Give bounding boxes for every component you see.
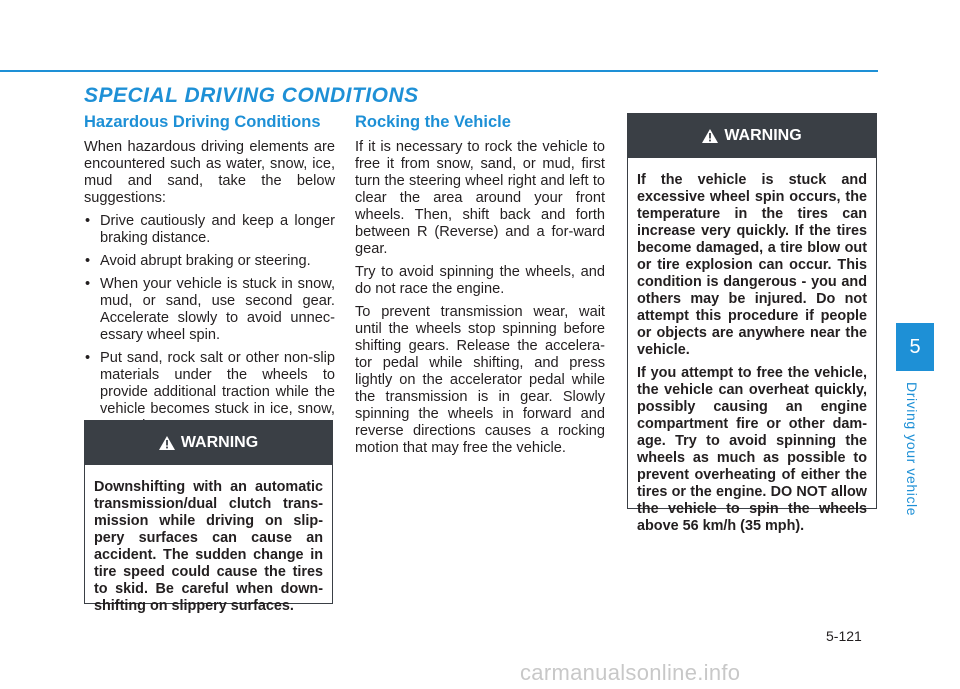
rocking-paragraph: To prevent transmission wear, wait until the wheels stop spinning before shifting gears. Release the accelera-tor pedal while shifting, and press lightly on the accelerator pedal while the transmission is in gear. Slowly spinning the wheels in forward and reverse directions causes a rocking motion that may free the vehicle. bbox=[355, 304, 605, 456]
rocking-paragraph: Try to avoid spinning the wheels, and do not race the engine. bbox=[355, 264, 605, 297]
warning-body bbox=[85, 465, 332, 615]
hazardous-heading: Hazardous Driving Conditions bbox=[84, 113, 321, 131]
warning-box-right bbox=[627, 113, 877, 534]
hazardous-section bbox=[84, 112, 335, 441]
rocking-heading: Rocking the Vehicle bbox=[355, 113, 511, 131]
warning-title: WARNING bbox=[724, 127, 802, 144]
chapter-tab: 5 bbox=[896, 323, 934, 371]
rocking-section bbox=[355, 112, 605, 463]
warning-box-left bbox=[84, 420, 333, 614]
list-item: • Put sand, rock salt or other non-slip materials under the wheels to provide additional traction while the vehicle becomes stuck in ice, snow, bbox=[84, 350, 335, 435]
list-item: • Drive cautiously and keep a longer braking distance. bbox=[84, 213, 335, 247]
warning-title: WARNING bbox=[180, 434, 259, 451]
list-item: • When your vehicle is stuck in snow, mud, or sand, use second gear. Accelerate slowly to avoid unnec-essary wheel spin. bbox=[84, 276, 335, 344]
page-number: 5-121 bbox=[826, 628, 862, 644]
top-rule bbox=[0, 70, 878, 72]
section-title: SPECIAL DRIVING CONDITIONS bbox=[84, 84, 419, 107]
warning-triangle-icon bbox=[159, 436, 175, 450]
warning-header bbox=[628, 114, 876, 158]
warning-text: If you attempt to free the vehicle, the vehicle can overheat quickly, possibly causing an engine compartment fire or other dam-age. Try to avoid spinning the wheels as much as possible to prevent overheating of either the tires or the engine. DO NOT allow the vehicle to spin the wheels above 56 km/h (35 mph). bbox=[637, 365, 867, 534]
watermark: carmanualsonline.info bbox=[520, 660, 741, 685]
warning-body bbox=[628, 158, 876, 535]
warning-text: If the vehicle is stuck and excessive wheel spin occurs, the temperature in the tires can increase very quickly. If the tires become damaged, a tire blow out or tire explosion can occur. This condition is dangerous - you and others may be injured. Do not attempt this procedure if people or objects are anywhere near the vehicle. bbox=[637, 172, 867, 358]
hazardous-list bbox=[84, 213, 335, 435]
list-item: • Avoid abrupt braking or steering. bbox=[84, 253, 335, 270]
hazardous-intro: When hazardous driving elements are encountered such as water, snow, ice, mud and sand, take the below suggestions: bbox=[84, 139, 335, 206]
warning-triangle-icon bbox=[702, 129, 718, 143]
warning-header bbox=[85, 421, 332, 465]
chapter-label: Driving your vehicle bbox=[904, 382, 920, 517]
rocking-paragraph: If it is necessary to rock the vehicle to free it from snow, sand, or mud, first turn the steering wheel right and left to clear the area around your front wheels. Then, shift back and forth between R (Reverse) and a for-ward gear. bbox=[355, 139, 605, 257]
warning-text: Downshifting with an automatic transmission/dual clutch trans-mission while driving on slip-pery surfaces can cause an accident. The sudden change in tire speed could cause the tires to skid. Be careful when down-shifting on slippery surfaces. bbox=[94, 479, 323, 614]
